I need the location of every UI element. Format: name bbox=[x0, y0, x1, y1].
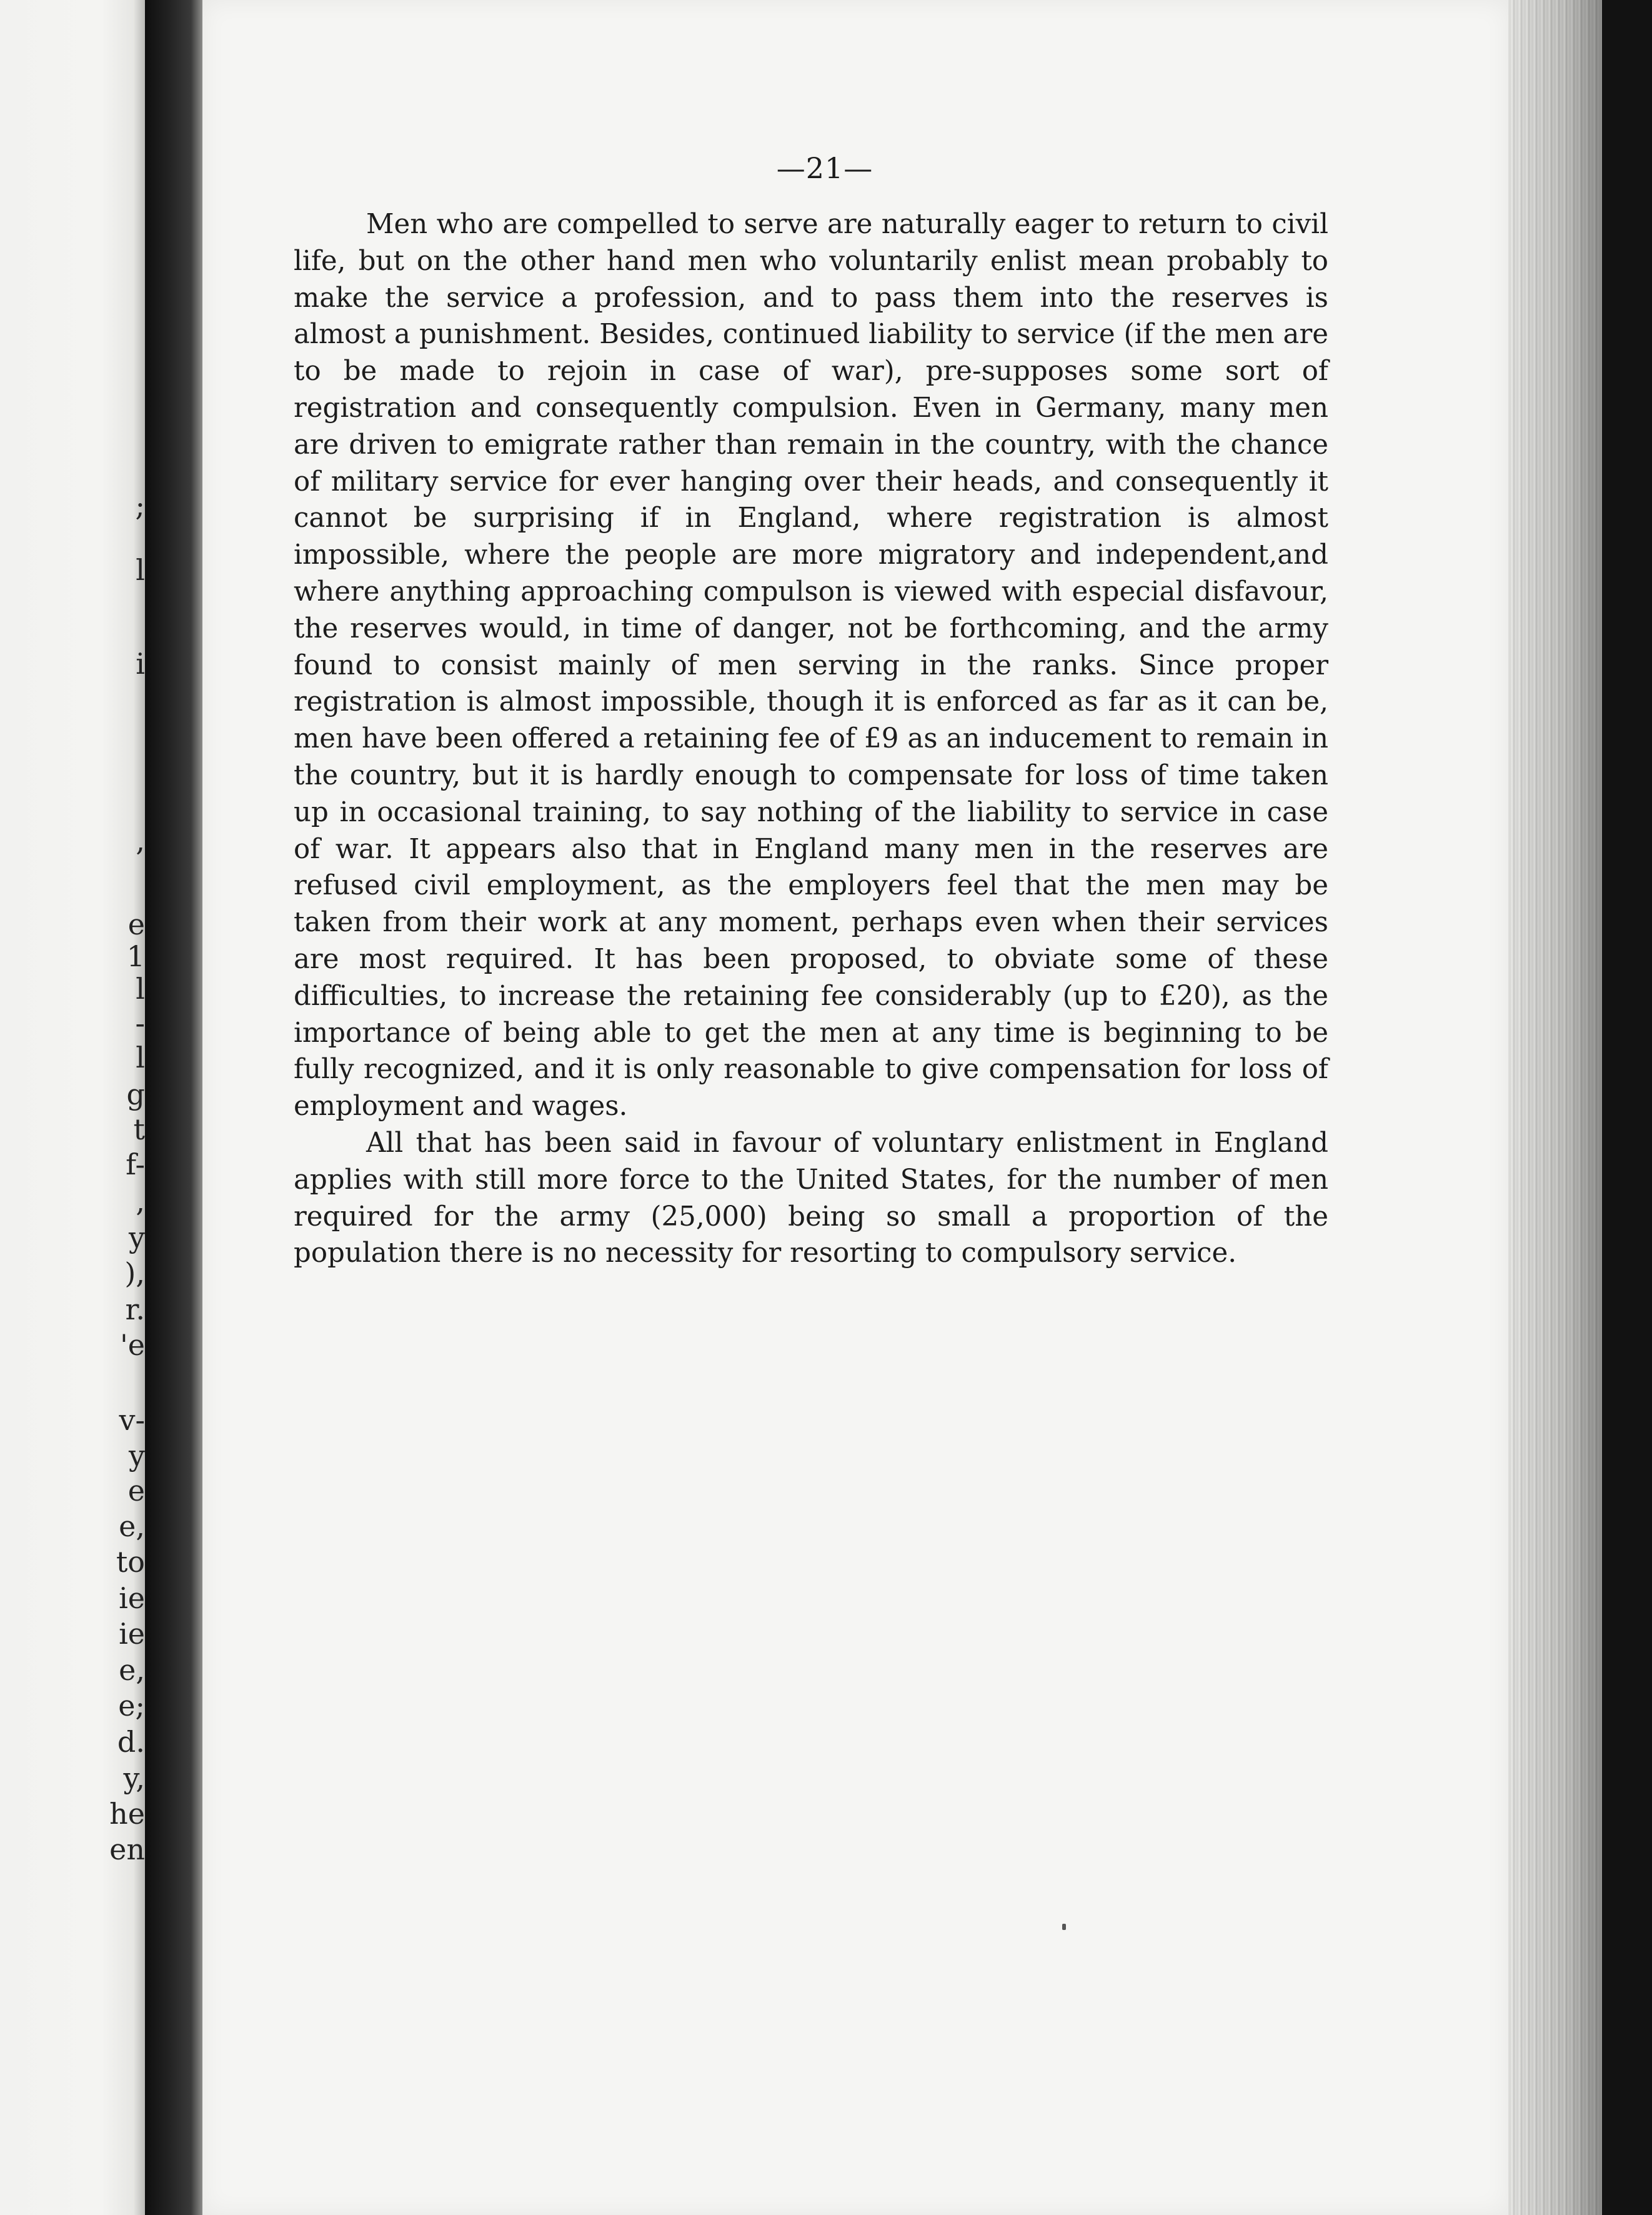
stacked-page-edges bbox=[1508, 0, 1602, 2215]
facing-fragment: e, bbox=[119, 1509, 145, 1543]
facing-fragment: y bbox=[129, 1439, 145, 1472]
facing-fragment: ie bbox=[119, 1581, 145, 1615]
facing-fragment: g bbox=[126, 1078, 145, 1111]
facing-fragment: e bbox=[127, 1474, 145, 1508]
scan-speck bbox=[1062, 1924, 1066, 1930]
book-gutter bbox=[145, 0, 202, 2215]
facing-fragment: y, bbox=[123, 1761, 145, 1795]
facing-fragment: v- bbox=[119, 1403, 145, 1437]
facing-fragment: e; bbox=[118, 1689, 145, 1722]
facing-page-edge bbox=[0, 0, 145, 2215]
facing-fragment: , bbox=[136, 1184, 145, 1218]
facing-fragment: f- bbox=[126, 1148, 145, 1181]
facing-fragment: ), bbox=[124, 1256, 145, 1290]
facing-fragment: y bbox=[129, 1221, 145, 1254]
facing-fragment: he bbox=[109, 1797, 145, 1831]
facing-page-text-fragments bbox=[0, 0, 145, 2215]
facing-fragment: ; bbox=[135, 489, 145, 522]
facing-fragment: l bbox=[136, 553, 145, 587]
facing-fragment: e, bbox=[119, 1653, 145, 1687]
facing-fragment: en bbox=[109, 1832, 145, 1866]
facing-fragment: 1 bbox=[126, 939, 145, 973]
facing-fragment: l bbox=[136, 1041, 145, 1074]
paragraph: All that has been said in favour of voluntary enlistment in England applies with still more force to the United States, for the number of men required for the army (25,000) being so small a proportion of the population there is no necessity for resorting to compulsory service. bbox=[294, 1127, 1328, 1269]
facing-fragment: d. bbox=[117, 1725, 145, 1759]
facing-fragment: r. bbox=[125, 1292, 145, 1326]
scan-background-edge bbox=[1602, 0, 1652, 2215]
paragraph: Men who are compelled to serve are naturally eager to return to civil life, but on the other hand men who voluntarily enlist mean probably to make the service a profession, and to pass them into the reserves is almost a punishment. Besides, continued liability to service (if the men are to be made to rejoin in case of war), pre-supposes some sort of registration and consequently compulsion. Even in Germany, many men are driven to emigrate rather than remain in the country, with the chance of military service for ever hanging over their heads, and consequently it cannot be surprising if in England, where registration is almost impossible, where the people are more migratory and independent,and where anything approaching compulson is viewed with especial disfavour, the reserves would, in time of danger, not be forthcoming, and the army found to consist mainly of men serving in the ranks. Since proper registration is almost impossible, though it is enforced as far as it can be, men have been offered a retaining fee of £9 as an inducement to remain in the country, but it is hardly enough to compensate for loss of time taken up in occasional training, to say nothing of the liability to service in case of war. It appears also that in England many men in the reserves are refused civil employment, as the employers feel that the men may be taken from their work at any moment, perhaps even when their services are most required. It has been proposed, to obviate some of these difficulties, to increase the retaining fee considerably (up to £20), as the importance of being able to get the men at any time is beginning to be fully recognized, and it is only reasonable to give compensation for loss of employment and wages. bbox=[294, 209, 1328, 1122]
page-body bbox=[294, 206, 1328, 1272]
facing-fragment: i bbox=[136, 647, 145, 681]
facing-fragment: e bbox=[127, 908, 145, 941]
facing-fragment: - bbox=[135, 1006, 145, 1040]
facing-fragment: 'e bbox=[120, 1328, 145, 1362]
page-number: —21— bbox=[776, 151, 873, 185]
facing-fragment: to bbox=[116, 1545, 145, 1579]
facing-fragment: ie bbox=[119, 1617, 145, 1651]
facing-fragment: t bbox=[133, 1112, 145, 1146]
facing-fragment: l bbox=[136, 972, 145, 1006]
facing-fragment: , bbox=[136, 824, 145, 858]
